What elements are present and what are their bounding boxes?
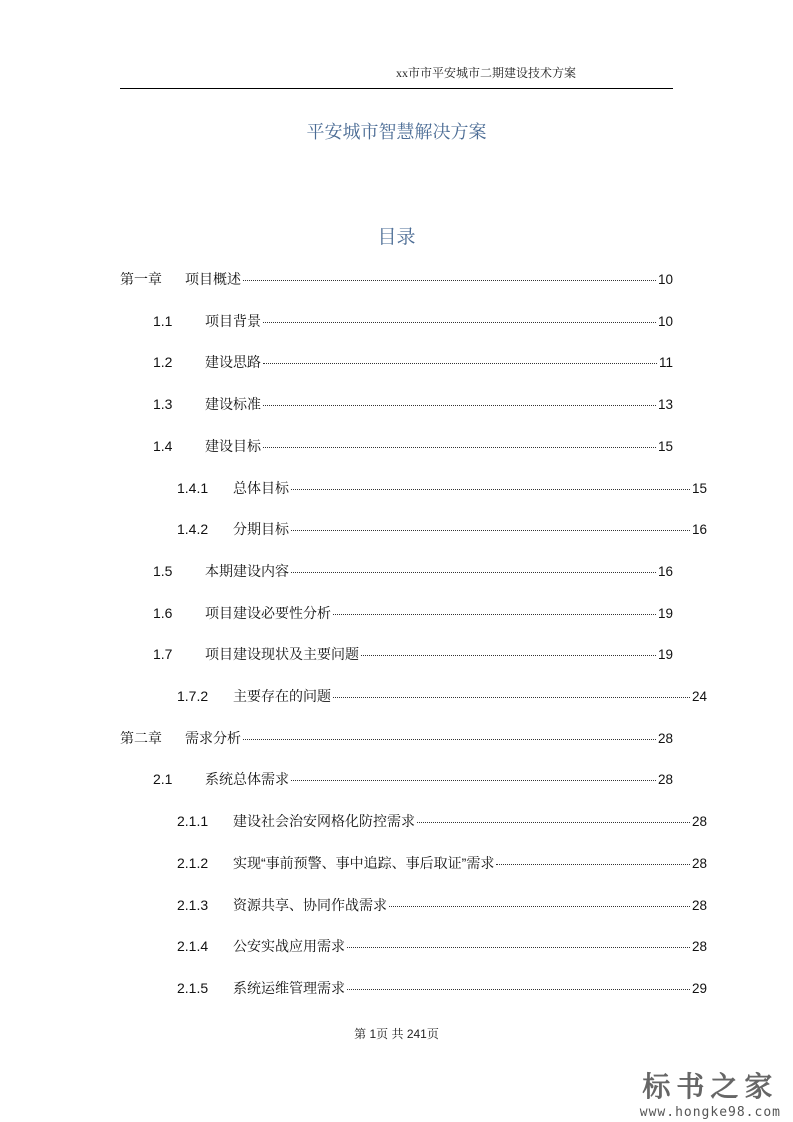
toc-entry-title: 总体目标: [233, 479, 289, 496]
toc-entry-page: 15: [691, 480, 707, 496]
toc-entry-number: 1.7: [153, 646, 173, 663]
watermark-url: www.hongke98.com: [639, 1105, 781, 1120]
dot-leader: [291, 530, 690, 531]
toc-entry-page: 19: [657, 605, 673, 621]
dot-leader: [347, 989, 690, 990]
toc-entry-page: 16: [691, 522, 707, 538]
watermark-logo: 标书之家: [642, 1071, 779, 1102]
toc-entry[interactable]: [177, 895, 707, 917]
toc-entry[interactable]: [177, 478, 707, 500]
toc-entry-page: 13: [657, 397, 673, 413]
dot-leader: [243, 280, 656, 281]
toc-entry-page: 11: [658, 355, 673, 371]
dot-leader: [291, 489, 690, 490]
toc-entry-number: 1.2: [153, 354, 173, 371]
dot-leader: [263, 447, 656, 448]
toc-entry[interactable]: [177, 686, 707, 708]
toc-entry-page: 28: [691, 897, 707, 913]
toc-entry-title: 建设目标: [205, 437, 261, 454]
dot-leader: [263, 363, 657, 364]
dot-leader: [291, 572, 656, 573]
dot-leader: [243, 739, 656, 740]
toc-entry-page: 28: [657, 772, 673, 788]
toc-entry-number: 第一章: [120, 271, 162, 287]
toc-entry-page: 28: [691, 939, 707, 955]
toc-entry[interactable]: [153, 603, 673, 625]
toc-entry-page: 16: [657, 563, 673, 579]
toc-entry-title: 公安实战应用需求: [233, 938, 345, 955]
toc-entry-title: 系统运维管理需求: [233, 979, 345, 996]
toc-entry-title: 本期建设内容: [205, 562, 289, 579]
toc-entry-page: 24: [691, 689, 707, 704]
toc-entry-page: 28: [657, 730, 673, 746]
toc-entry-number: 2.1.3: [177, 896, 209, 913]
document-title: 平安城市智慧解决方案: [306, 122, 487, 142]
toc-entry-page: 29: [691, 980, 707, 996]
toc-entry[interactable]: [153, 769, 673, 791]
toc-entry-page: 19: [657, 647, 673, 663]
toc-entry[interactable]: [120, 728, 673, 750]
toc-entry[interactable]: [177, 811, 707, 833]
toc-entry-title: 分期目标: [233, 521, 289, 538]
toc-entry-title: 项目建设现状及主要问题: [205, 646, 359, 663]
toc-entry-number: 1.7.2: [177, 688, 209, 704]
toc-entry[interactable]: [153, 352, 673, 374]
toc-entry-title: 项目建设必要性分析: [205, 604, 331, 621]
dot-leader: [361, 655, 656, 656]
watermark: [640, 1065, 781, 1120]
toc-entry[interactable]: [177, 978, 707, 1000]
toc-entry-title: 建设社会治安网格化防控需求: [233, 813, 415, 830]
toc-heading: 目录: [377, 227, 416, 248]
page-footer: 第 1页 共 241页: [354, 1027, 439, 1041]
toc-entry-title: 需求分析: [185, 729, 241, 746]
dot-leader: [417, 822, 690, 823]
toc-entry-number: 1.1: [153, 312, 173, 329]
toc-entry[interactable]: [153, 394, 673, 416]
toc-entry-page: 10: [657, 313, 673, 329]
toc-entry-title: 建设标准: [205, 396, 261, 413]
toc-entry-number: 1.3: [153, 396, 173, 413]
toc-entry-page: 10: [657, 272, 673, 287]
toc-entry[interactable]: [120, 269, 673, 291]
toc-entry-number: 2.1.2: [177, 854, 209, 871]
toc-entry-page: 28: [691, 814, 707, 830]
toc-entry-title: 建设思路: [205, 354, 261, 371]
toc-entry-number: 2.1: [153, 771, 173, 788]
header-rule: [120, 88, 673, 89]
toc-entry-title: 系统总体需求: [205, 771, 289, 788]
toc-entry[interactable]: [153, 436, 673, 458]
dot-leader: [263, 322, 656, 323]
dot-leader: [347, 947, 690, 948]
toc-entry-number: 1.4.1: [177, 479, 209, 496]
dot-leader: [263, 405, 656, 406]
dot-leader: [389, 906, 690, 907]
toc-entry-title: 资源共享、协同作战需求: [233, 896, 387, 913]
dot-leader: [291, 780, 656, 781]
toc-entry-title: 项目背景: [205, 312, 261, 329]
toc-entry-title: 实现“事前预警、事中追踪、事后取证”需求: [233, 854, 495, 871]
toc-entry-number: 2.1.4: [177, 938, 209, 955]
toc-entry[interactable]: [153, 311, 673, 333]
toc-entry-title: 主要存在的问题: [233, 688, 331, 704]
toc-entry-title: 项目概述: [185, 271, 241, 287]
toc-entry[interactable]: [153, 561, 673, 583]
toc-entry[interactable]: [177, 519, 707, 541]
toc-entry[interactable]: [153, 644, 673, 666]
toc-entry-number: 2.1.1: [177, 813, 209, 830]
toc-entry-number: 1.4: [153, 437, 173, 454]
toc-entry-number: 1.6: [153, 604, 173, 621]
toc-entry-number: 2.1.5: [177, 979, 209, 996]
dot-leader: [333, 697, 690, 698]
toc-entry[interactable]: [177, 936, 707, 958]
toc-entry-number: 1.5: [153, 562, 173, 579]
toc-entry-page: 15: [657, 438, 673, 454]
toc-entry[interactable]: [177, 853, 707, 875]
toc-entry-number: 第二章: [120, 729, 162, 746]
dot-leader: [333, 614, 656, 615]
running-header: xx市市平安城市二期建设技术方案: [396, 66, 577, 80]
dot-leader: [496, 864, 690, 865]
toc-entry-page: 28: [691, 855, 707, 871]
toc-entry-number: 1.4.2: [177, 521, 209, 538]
